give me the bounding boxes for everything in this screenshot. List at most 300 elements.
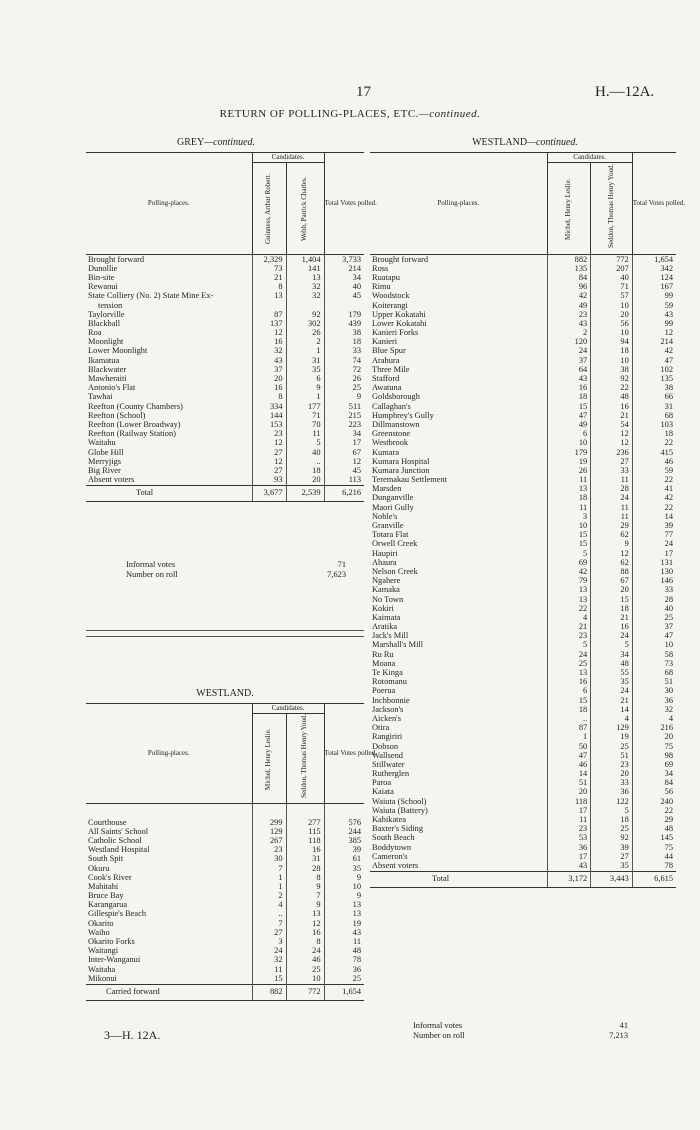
wr-row: [370, 549, 676, 558]
wl-candidate-1-votes: 129: [252, 827, 286, 836]
wr-place: Kanieri Forks: [372, 328, 419, 338]
grey-candidate-1-votes: [252, 301, 286, 310]
wr-candidate-1-votes: 118: [547, 797, 591, 806]
wl-candidate-1-votes: 7: [252, 864, 286, 873]
wr-candidate-1-votes: 14: [547, 770, 591, 779]
wr-candidate-1-votes: 37: [547, 356, 591, 365]
wr-total-votes: 51: [632, 678, 676, 687]
wl-candidate-2-votes: 16: [286, 846, 324, 855]
wr-candidate-2-votes: 11: [591, 512, 633, 521]
grey-total-votes: 45: [324, 467, 364, 476]
grey-total-votes: 17: [324, 439, 364, 448]
wr-place: Waiuta (Battery): [372, 805, 428, 815]
wr-candidate-2-votes: 4: [591, 715, 633, 724]
grey-total-votes: 34: [324, 274, 364, 283]
grey-candidate-1-votes: 27: [252, 467, 286, 476]
wr-candidate-2-votes: 57: [591, 292, 633, 301]
grey-candidate-2-votes: 1: [286, 393, 324, 402]
wl-place: South Spit: [88, 854, 124, 864]
grey-summary: [126, 561, 346, 579]
wr-row: [370, 715, 676, 724]
grey-total-votes: 18: [324, 338, 364, 347]
wr-row: [370, 347, 676, 356]
document-title: [0, 108, 700, 120]
wr-candidate-1-votes: ..: [547, 715, 591, 724]
westland-right-table: [370, 152, 686, 888]
wr-total-votes: 41: [632, 485, 676, 494]
grey-place: Dunollie: [88, 263, 118, 273]
grey-total-votes: 26: [324, 375, 364, 384]
wr-candidate-2-votes: 5: [591, 641, 633, 650]
wr-row: [370, 439, 676, 448]
wr-title: WESTLAND: [472, 137, 528, 148]
wr-candidate-2-votes: 25: [591, 825, 633, 834]
grey-row: [86, 430, 364, 439]
wl-candidate-1-votes: 7: [252, 919, 286, 928]
wr-place: Ahaura: [372, 557, 397, 567]
wr-candidate-1-votes: 13: [547, 669, 591, 678]
grey-candidate-1-votes: 21: [252, 274, 286, 283]
wl-place: Okuru: [88, 863, 110, 873]
wl-candidate-1-votes: 27: [252, 928, 286, 937]
wr-candidate-1-votes: 24: [547, 347, 591, 356]
wr-candidate-2-votes: 40: [591, 274, 633, 283]
wr-candidate-1-votes: 5: [547, 549, 591, 558]
grey-total-votes: 9: [324, 393, 364, 402]
grey-place: Absent voters: [88, 475, 135, 485]
wr-total-votes: 216: [632, 724, 676, 733]
wl-place: Westland Hospital: [88, 845, 150, 855]
wr-candidate-2-votes: 20: [591, 310, 633, 319]
grey-row: [86, 320, 364, 329]
wl-row: [86, 919, 364, 928]
grey-total-votes: 67: [324, 448, 364, 457]
wr-place: Aratika: [372, 622, 398, 632]
wr-total-votes: 99: [632, 292, 676, 301]
grey-candidate-1-votes: 27: [252, 448, 286, 457]
grey-place: Globe Hill: [88, 447, 124, 457]
wl-total-votes: 385: [324, 837, 364, 846]
grey-candidate-1-votes: 8: [252, 283, 286, 292]
wr-candidate-1-votes: 84: [547, 274, 591, 283]
wl-place: Mikonui: [88, 973, 117, 983]
wr-candidate-2-votes: 11: [591, 476, 633, 485]
wr-candidate-2-votes: 27: [591, 457, 633, 466]
wr-candidate-1-votes: 96: [547, 283, 591, 292]
grey-candidate-2-votes: 18: [286, 467, 324, 476]
wl-place: All Saints' School: [88, 826, 149, 836]
grey-row: [86, 292, 364, 301]
wr-place: Kumara Junction: [372, 465, 430, 475]
wl-carried-row: [86, 984, 364, 1000]
wr-place: Paroa: [372, 778, 392, 788]
wr-row: [370, 806, 676, 815]
wl-total-votes: 576: [324, 818, 364, 827]
wl-candidate-2-votes: 9: [286, 901, 324, 910]
wr-place: Cameron's: [372, 851, 408, 861]
wr-candidate-2-votes: 54: [591, 421, 633, 430]
wr-place: Te Kinga: [372, 668, 403, 678]
wl-candidate-1-votes: 1: [252, 873, 286, 882]
wl-total-votes: 36: [324, 965, 364, 974]
grey-total-votes: 34: [324, 430, 364, 439]
wr-total-votes: 10: [632, 641, 676, 650]
wl-total-votes: 13: [324, 910, 364, 919]
grey-row: [86, 402, 364, 411]
grey-candidate-1-votes: 32: [252, 347, 286, 356]
wl-place: Karangarua: [88, 900, 128, 910]
grey-candidate-1-votes: 334: [252, 402, 286, 411]
wr-candidate-1-votes: 51: [547, 779, 591, 788]
wr-total-votes: 44: [632, 852, 676, 861]
wl-candidate-1-votes: 1: [252, 883, 286, 892]
wr-candidate-1-votes: 6: [547, 430, 591, 439]
wr-place: Kumara Hospital: [372, 456, 430, 466]
wr-row: [370, 402, 676, 411]
wl-candidate-1-votes: 30: [252, 855, 286, 864]
wr-candidate-1: Michel, Henry Leslie.: [564, 177, 573, 240]
grey-candidate-1-votes: 12: [252, 439, 286, 448]
wr-candidate-1-votes: 19: [547, 457, 591, 466]
grey-place: Rewanui: [88, 282, 118, 292]
wr-row: [370, 421, 676, 430]
wr-total-votes: 59: [632, 301, 676, 310]
grey-place: Mawheraiti: [88, 374, 127, 384]
wr-place: Aicken's: [372, 713, 401, 723]
wr-total-votes: 99: [632, 320, 676, 329]
wr-total-votes: 75: [632, 843, 676, 852]
grey-total-votes: 113: [324, 476, 364, 486]
grey-total-label: Total: [86, 485, 252, 501]
wr-candidate-1-votes: 11: [547, 476, 591, 485]
grey-candidate-1-votes: 93: [252, 476, 286, 486]
wr-total-votes: 22: [632, 806, 676, 815]
grey-total-votes: [324, 301, 364, 310]
wr-row: [370, 742, 676, 751]
wr-place: Otira: [372, 723, 390, 733]
wr-candidate-1-votes: 79: [547, 577, 591, 586]
grey-row: [86, 476, 364, 486]
wr-total-votes: 124: [632, 274, 676, 283]
wr-total-votes: 31: [632, 402, 676, 411]
wr-total-c2: 3,443: [591, 871, 633, 887]
wr-place: Woodstock: [372, 291, 410, 301]
wr-place: Jackson's: [372, 704, 404, 714]
wr-place: Kokiri: [372, 603, 394, 613]
wl-carried-c1: 882: [252, 984, 286, 1000]
grey-candidate-2-votes: 1,404: [286, 255, 324, 265]
grey-candidates-head: Candidates.: [252, 153, 324, 163]
wr-roll-label: Number on roll: [413, 1030, 465, 1040]
wr-candidate-1-votes: 64: [547, 365, 591, 374]
wr-place: Arahura: [372, 355, 400, 365]
wr-total-votes: 75: [632, 742, 676, 751]
wr-candidate-2-votes: 16: [591, 402, 633, 411]
wr-total-votes: 46: [632, 457, 676, 466]
grey-candidate-2-votes: 141: [286, 264, 324, 273]
wr-place: Koiterangi: [372, 300, 408, 310]
wr-candidate-1-votes: 4: [547, 614, 591, 623]
grey-total-votes: 223: [324, 421, 364, 430]
wl-place: Waiho: [88, 927, 110, 937]
wl-candidate-2-votes: 8: [286, 873, 324, 882]
wr-place: Haupiri: [372, 548, 398, 558]
grey-place: Big River: [88, 465, 121, 475]
wr-candidate-1-votes: 46: [547, 761, 591, 770]
wl-total-votes: 244: [324, 827, 364, 836]
wl-candidate-2-votes: 9: [286, 883, 324, 892]
wr-place: Jack's Mill: [372, 631, 409, 641]
grey-informal-value: 71: [337, 560, 346, 570]
grey-candidate-1-votes: 73: [252, 264, 286, 273]
wr-place: Ru Ru: [372, 649, 394, 659]
wr-candidate-1-votes: 2: [547, 329, 591, 338]
wr-total-votes: 18: [632, 430, 676, 439]
wr-place: Rimu: [372, 282, 391, 292]
wr-candidate-2-votes: 24: [591, 494, 633, 503]
wr-total-votes: 38: [632, 384, 676, 393]
wr-candidate-2-votes: 56: [591, 320, 633, 329]
wl-candidate-2-votes: 118: [286, 837, 324, 846]
wr-informal-row: [413, 1022, 628, 1031]
wr-row: [370, 669, 676, 678]
wr-candidate-1-votes: 179: [547, 448, 591, 457]
grey-col-total: Total Votes polled.: [324, 153, 364, 255]
grey-row: [86, 393, 364, 402]
grey-total-c2: 2,539: [286, 485, 324, 501]
wl-candidate-1-votes: ..: [252, 910, 286, 919]
wr-roll-row: [413, 1031, 628, 1040]
grey-roll-value: 7,623: [327, 569, 346, 579]
grey-total-votes: 25: [324, 384, 364, 393]
grey-row: [86, 310, 364, 319]
wr-candidate-1-votes: 120: [547, 338, 591, 347]
wr-candidate-2-votes: 20: [591, 770, 633, 779]
grey-place: Moonlight: [88, 337, 124, 347]
wr-roll-value: 7,213: [609, 1030, 628, 1040]
wr-total-votes: 146: [632, 577, 676, 586]
wr-candidate-1-votes: 18: [547, 393, 591, 402]
wr-candidate-2-votes: 18: [591, 816, 633, 825]
wr-place: Maori Gully: [372, 502, 414, 512]
wl-carried-label: Carried forward: [86, 984, 252, 1000]
wr-row: [370, 356, 676, 365]
wr-candidate-1-votes: 20: [547, 788, 591, 797]
wl-place: Okarito: [88, 918, 114, 928]
grey-candidate-2-votes: 302: [286, 320, 324, 329]
wr-total-votes: 25: [632, 614, 676, 623]
wl-row: [86, 892, 364, 901]
wr-row: [370, 843, 676, 852]
grey-candidate-2-votes: 2: [286, 338, 324, 347]
wr-row: [370, 659, 676, 668]
grey-title-suffix: —continued.: [204, 137, 256, 148]
wr-candidates-head: Candidates.: [547, 153, 632, 163]
wr-place: Absent voters: [372, 860, 419, 870]
wl-candidate-2-votes: 46: [286, 956, 324, 965]
wr-candidate-1-votes: 17: [547, 852, 591, 861]
wr-total-votes: 69: [632, 761, 676, 770]
wr-row: [370, 301, 676, 310]
grey-candidate-2-votes: ..: [286, 457, 324, 466]
grey-place: Reefton (Railway Station): [88, 429, 176, 439]
grey-candidate-2-votes: 5: [286, 439, 324, 448]
grey-candidate-2-votes: 1: [286, 347, 324, 356]
wl-candidate-1-votes: 24: [252, 947, 286, 956]
wr-total-votes: 415: [632, 448, 676, 457]
wr-total-votes: 24: [632, 540, 676, 549]
wr-place: Greenstone: [372, 429, 411, 439]
wr-place: Poerua: [372, 686, 396, 696]
grey-candidate-2-votes: 70: [286, 421, 324, 430]
wl-place: Mahitahi: [88, 881, 119, 891]
wr-candidate-1-votes: 25: [547, 659, 591, 668]
wl-col-total: Total Votes polled.: [324, 704, 364, 804]
wr-row: [370, 862, 676, 872]
wr-col-total: Total Votes polled.: [632, 153, 676, 255]
wr-place: Noble's: [372, 511, 398, 521]
wr-row: [370, 779, 676, 788]
grey-place: Taylorville: [88, 309, 125, 319]
wl-candidate-2-votes: 13: [286, 910, 324, 919]
grey-candidate-2-votes: [286, 301, 324, 310]
grey-candidate-1-votes: 12: [252, 329, 286, 338]
wl-candidate-2-votes: 8: [286, 938, 324, 947]
wr-candidate-1-votes: 882: [547, 255, 591, 265]
wr-total-votes: 33: [632, 586, 676, 595]
westland-section-title: WESTLAND.: [196, 688, 254, 699]
wr-place: Moana: [372, 658, 396, 668]
wr-candidate-2-votes: 236: [591, 448, 633, 457]
wl-row: [86, 818, 364, 827]
wr-place: Stillwater: [372, 759, 405, 769]
wr-candidate-1-votes: 1: [547, 733, 591, 742]
wr-total-votes: 66: [632, 393, 676, 402]
wr-total-votes: 68: [632, 669, 676, 678]
wl-carried-all: 1,654: [324, 984, 364, 1000]
wl-place: Cook's River: [88, 872, 132, 882]
wr-candidate-1-votes: 10: [547, 439, 591, 448]
wr-place: Upper Kokatahi: [372, 309, 426, 319]
wl-candidate-2-votes: 28: [286, 864, 324, 873]
grey-place: Ikamatua: [88, 355, 120, 365]
wr-total-votes: 98: [632, 751, 676, 760]
wr-candidate-2-votes: 21: [591, 614, 633, 623]
wr-total-votes: 43: [632, 310, 676, 319]
wl-total-votes: 78: [324, 956, 364, 965]
wr-candidate-2-votes: 10: [591, 329, 633, 338]
wr-place: Rangiriri: [372, 732, 403, 742]
wr-candidate-2-votes: 67: [591, 577, 633, 586]
wr-row: [370, 283, 676, 292]
wr-place: Dunganville: [372, 493, 414, 503]
wr-total-all: 6,615: [632, 871, 676, 887]
grey-place: Lower Moonlight: [88, 346, 148, 356]
wr-candidate-1-votes: 47: [547, 751, 591, 760]
wl-total-votes: 61: [324, 855, 364, 864]
wl-row: [86, 956, 364, 965]
wr-total-row: [370, 871, 676, 887]
wr-total-votes: 22: [632, 503, 676, 512]
wr-informal-label: Informal votes: [413, 1021, 463, 1031]
wr-row: [370, 448, 676, 457]
wl-candidate-2-votes: 31: [286, 855, 324, 864]
wl-place: Gillespie's Beach: [88, 909, 147, 919]
wr-candidate-2-votes: 207: [591, 264, 633, 273]
wl-candidate-1-votes: 4: [252, 901, 286, 910]
wr-candidate-1-votes: 15: [547, 531, 591, 540]
wr-place: No Town: [372, 594, 404, 604]
westland-cont-section-title: [380, 137, 670, 148]
wr-candidate-1-votes: 15: [547, 540, 591, 549]
wr-place: Humphrey's Gully: [372, 410, 434, 420]
grey-total-votes: 511: [324, 402, 364, 411]
wl-candidate-2-votes: 115: [286, 827, 324, 836]
wr-candidate-1-votes: 15: [547, 696, 591, 705]
wr-row: [370, 329, 676, 338]
wl-row: [86, 910, 364, 919]
wl-candidate-2-votes: 25: [286, 965, 324, 974]
wr-candidate-1-votes: 13: [547, 595, 591, 604]
grey-total-votes: 215: [324, 411, 364, 420]
grey-candidate-2-votes: 32: [286, 292, 324, 301]
grey-total-votes: 72: [324, 365, 364, 374]
grey-candidate-1-votes: 87: [252, 310, 286, 319]
wr-candidate-2-votes: 25: [591, 742, 633, 751]
wl-row: [86, 873, 364, 882]
wr-candidate-1-votes: 43: [547, 375, 591, 384]
wr-total-votes: 59: [632, 467, 676, 476]
wr-row: [370, 292, 676, 301]
grey-roll-label: Number on roll: [126, 569, 178, 579]
wr-candidate-1-votes: 11: [547, 816, 591, 825]
wl-total-votes: 43: [324, 928, 364, 937]
wr-total-votes: 84: [632, 779, 676, 788]
wr-row: [370, 375, 676, 384]
grey-row: [86, 384, 364, 393]
wr-total-votes: 12: [632, 329, 676, 338]
wr-row: [370, 724, 676, 733]
wl-total-votes: 11: [324, 938, 364, 947]
wr-candidate-1-votes: 13: [547, 485, 591, 494]
wl-candidate-2-votes: 7: [286, 892, 324, 901]
wr-total-votes: 22: [632, 476, 676, 485]
wr-row: [370, 614, 676, 623]
wl-place: Inter-Wanganui: [88, 955, 141, 965]
wr-summary: [413, 1022, 628, 1040]
grey-row: [86, 264, 364, 273]
wr-candidate-2-votes: 27: [591, 852, 633, 861]
wr-row: [370, 696, 676, 705]
grey-row: [86, 356, 364, 365]
divider-2: [86, 636, 364, 637]
wr-candidate-2-votes: 129: [591, 724, 633, 733]
wr-total-votes: 1,654: [632, 255, 676, 265]
wr-table-body: [370, 255, 676, 872]
wr-candidate-2-votes: 35: [591, 678, 633, 687]
wr-row: [370, 650, 676, 659]
wr-candidate-2-votes: 18: [591, 347, 633, 356]
wr-candidate-2-votes: 24: [591, 687, 633, 696]
wr-candidate-2-votes: 19: [591, 733, 633, 742]
wr-place: Kanieri: [372, 337, 398, 347]
wr-place: Baxter's Siding: [372, 824, 424, 834]
wr-place: Waiuta (School): [372, 796, 427, 806]
wr-candidate-1-votes: 18: [547, 494, 591, 503]
wr-candidate-2-votes: 122: [591, 797, 633, 806]
wr-total-votes: 342: [632, 264, 676, 273]
wl-total-votes: 9: [324, 873, 364, 882]
